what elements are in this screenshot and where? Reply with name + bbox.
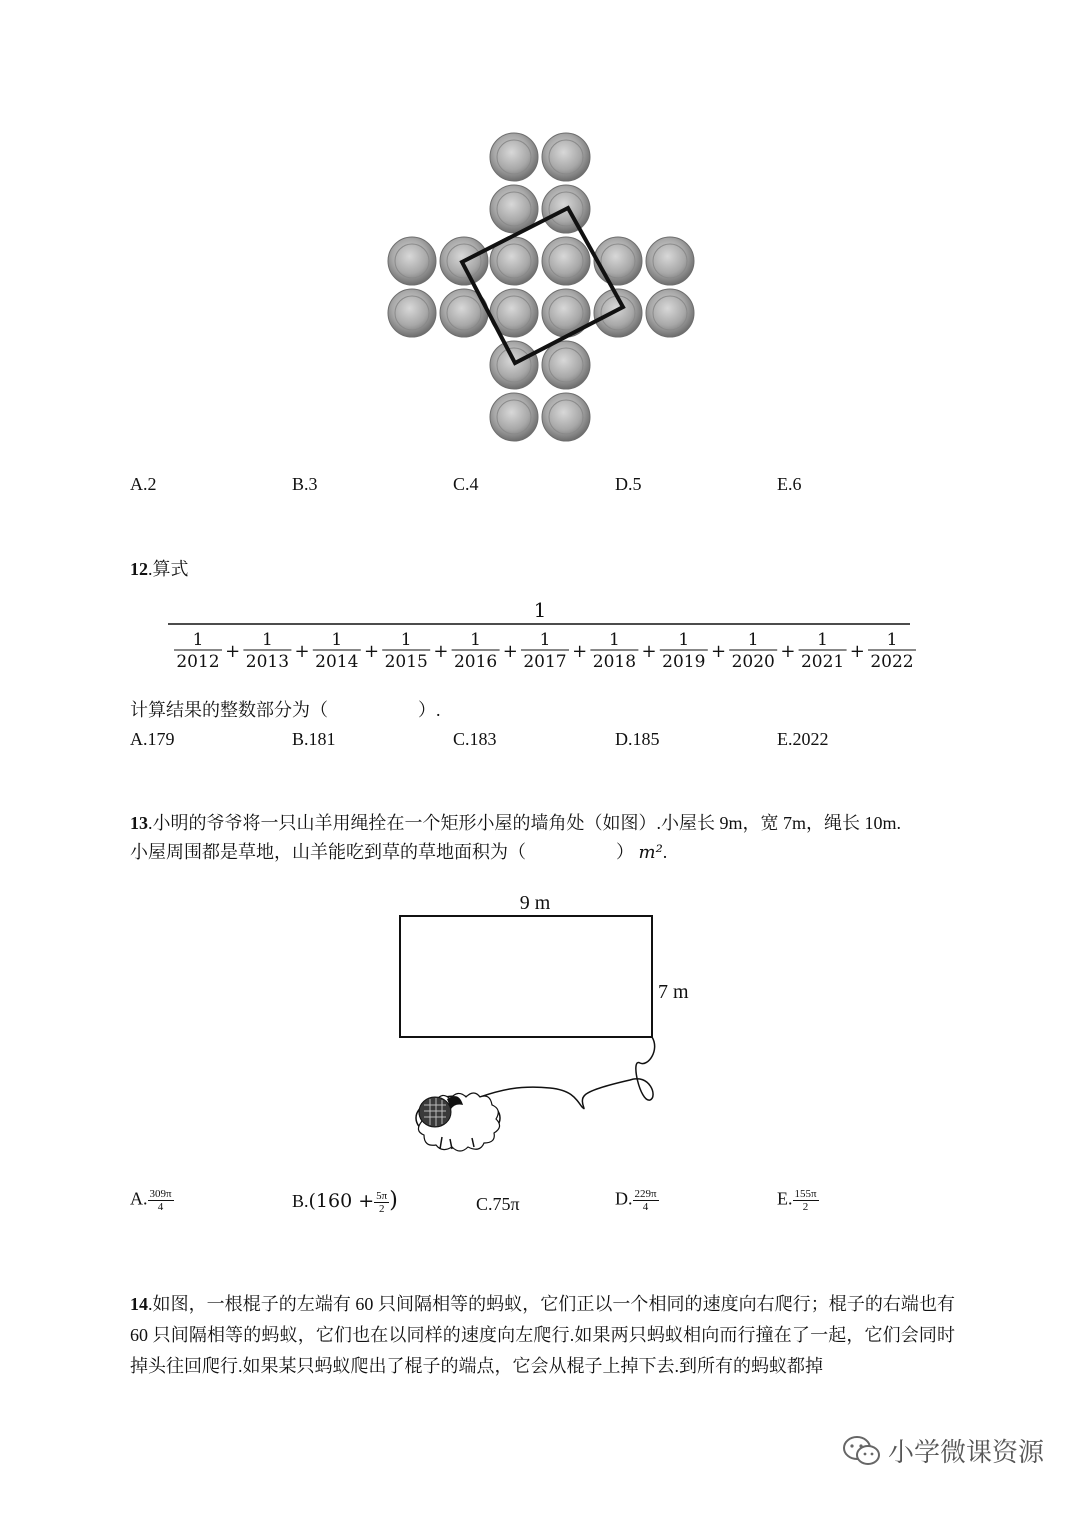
q11-option-b: B.3 xyxy=(292,474,318,494)
plus-sign: + xyxy=(225,641,241,662)
term-denominator: 2022 xyxy=(870,652,914,672)
width-label: 7 m xyxy=(658,981,689,1003)
plus-sign: + xyxy=(433,641,449,662)
fraction xyxy=(793,1188,819,1213)
q12-option-a: A.179 xyxy=(130,729,175,749)
q11-option-a: A.2 xyxy=(130,474,157,494)
fraction-numerator: 229π xyxy=(634,1188,657,1200)
q13-line-1 xyxy=(130,814,901,832)
plus-sign: + xyxy=(572,641,588,662)
q13-text-line-2: 小屋周围都是草地，山羊能吃到草的草地面积为（ ） xyxy=(130,842,634,862)
term-numerator: 1 xyxy=(470,630,482,650)
term-denominator: 2020 xyxy=(731,652,775,672)
term-numerator: 1 xyxy=(608,630,620,650)
fraction xyxy=(148,1188,174,1213)
fraction-denominator: 4 xyxy=(642,1201,649,1214)
wechat-icon xyxy=(842,1434,882,1468)
option-label: A. xyxy=(130,1188,148,1209)
q13-line-2 xyxy=(130,843,667,862)
q12-prompt: 计算结果的整数部分为（ ）. xyxy=(130,700,441,720)
closing-paren: ) xyxy=(389,1188,398,1213)
q11-option-d: D.5 xyxy=(615,474,642,494)
rope xyxy=(480,1037,655,1109)
q11-option-c: C.4 xyxy=(453,474,479,494)
q12-expression xyxy=(160,595,920,675)
plus-sign: + xyxy=(780,641,796,662)
term-denominator: 2012 xyxy=(176,652,220,672)
term-numerator: 1 xyxy=(400,630,412,650)
q12-option-b: B.181 xyxy=(292,729,336,749)
fraction-numerator: 309π xyxy=(149,1188,172,1200)
term-denominator: 2018 xyxy=(592,652,637,672)
plus-sign: + xyxy=(502,641,518,662)
term-numerator: 1 xyxy=(539,630,551,650)
q13-option-d xyxy=(615,1188,659,1213)
term-denominator: 2016 xyxy=(453,652,498,672)
q12-option-d: D.185 xyxy=(615,729,660,749)
term-numerator: 1 xyxy=(261,630,273,650)
area-unit: m² xyxy=(638,842,663,863)
q13-option-b xyxy=(292,1188,398,1215)
term-denominator: 2021 xyxy=(800,652,845,672)
fraction-numerator: 5π xyxy=(376,1190,388,1203)
q12-option-e: E.2022 xyxy=(777,729,829,749)
tilted-square xyxy=(462,208,623,363)
plus-sign: + xyxy=(641,641,657,662)
watermark xyxy=(842,1432,1044,1469)
house-rectangle xyxy=(400,916,652,1037)
term-numerator: 1 xyxy=(817,630,829,650)
q13-option-a xyxy=(130,1188,174,1213)
fraction xyxy=(374,1190,389,1215)
q13-option-e xyxy=(777,1188,819,1213)
house-goat-figure xyxy=(390,885,710,1160)
q13-line-end: . xyxy=(662,842,668,862)
q11-option-e: E.6 xyxy=(777,474,802,494)
q14-paragraph xyxy=(130,1289,955,1382)
q14-text: .如图，一根棍子的左端有 60 只间隔相等的蚂蚁，它们正以一个相同的速度向右爬行；棍子的右端也有 60 只间隔相等的蚂蚁，它们也在以同样的速度向左爬行.如果两只蚂蚁相向而行撞在了一起，它们会同时掉头往回爬行.如果某只蚂蚁爬出了棍子的端点，它会从棍子上掉下去.到所有的蚂蚁都掉 xyxy=(130,1294,955,1376)
goat xyxy=(416,1093,500,1151)
expression-numerator: 1 xyxy=(533,598,547,622)
q13-option-c: C.75π xyxy=(476,1194,520,1214)
q12-option-c: C.183 xyxy=(453,729,497,749)
plus-sign: + xyxy=(710,641,727,662)
q12-heading xyxy=(130,560,189,578)
question-number: 13 xyxy=(130,813,148,833)
plus-sign: + xyxy=(294,641,310,662)
term-numerator: 1 xyxy=(192,630,204,650)
coins-group xyxy=(388,133,694,441)
denominator-terms xyxy=(174,630,916,672)
term-denominator: 2013 xyxy=(245,652,290,672)
option-label: E. xyxy=(777,1188,793,1209)
option-label: B. xyxy=(292,1191,309,1211)
fraction xyxy=(633,1188,659,1213)
fraction-denominator: 2 xyxy=(378,1203,385,1216)
plus-sign: + xyxy=(849,641,865,662)
option-expression: (160 + xyxy=(308,1190,375,1212)
question-number: 12 xyxy=(130,559,148,579)
question-number: 14 xyxy=(130,1294,148,1314)
fraction-denominator: 2 xyxy=(802,1201,809,1214)
term-denominator: 2015 xyxy=(384,652,428,672)
question-title: .算式 xyxy=(148,559,189,579)
term-denominator: 2019 xyxy=(662,652,706,672)
plus-sign: + xyxy=(363,641,380,662)
length-label: 9 m xyxy=(519,892,551,914)
term-numerator: 1 xyxy=(678,630,690,650)
term-denominator: 2017 xyxy=(523,652,567,672)
term-denominator: 2014 xyxy=(315,652,359,672)
term-numerator: 1 xyxy=(886,630,898,650)
q13-text-line-1: .小明的爷爷将一只山羊用绳拴在一个矩形小屋的墙角处（如图）.小屋长 9m，宽 7m，绳长 10m. xyxy=(148,813,901,833)
option-label: D. xyxy=(615,1188,633,1209)
term-numerator: 1 xyxy=(331,630,343,650)
watermark-text: 小学微课资源 xyxy=(888,1438,1045,1468)
fraction-denominator: 4 xyxy=(157,1201,164,1214)
fraction-numerator: 155π xyxy=(794,1188,817,1200)
term-numerator: 1 xyxy=(747,630,759,650)
coin-arrangement-figure xyxy=(380,125,710,445)
